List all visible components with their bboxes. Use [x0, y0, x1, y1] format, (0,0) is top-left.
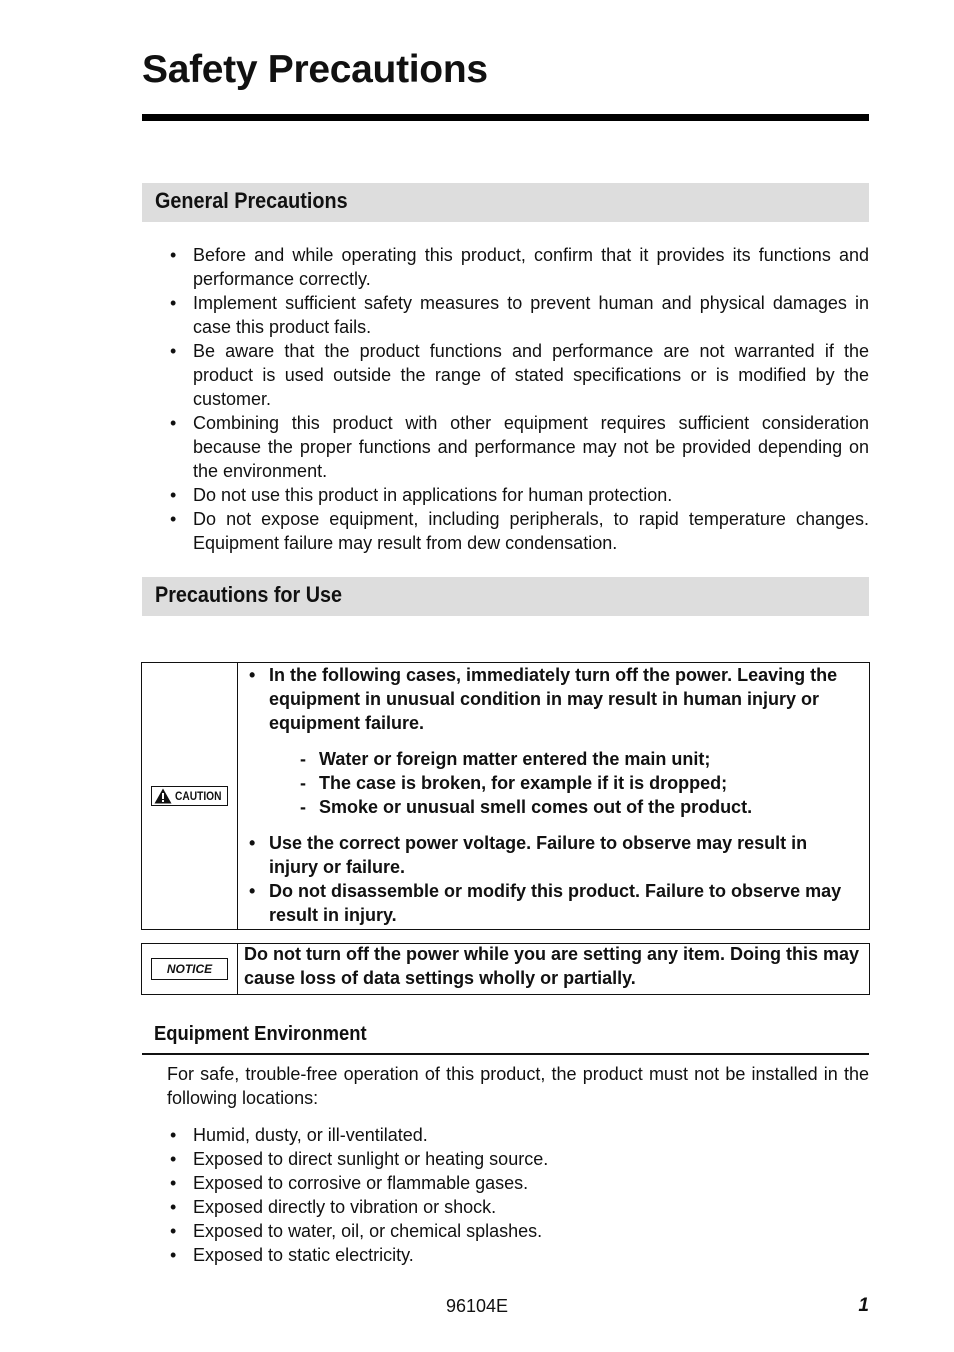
equipment-environment-heading-label: Equipment Environment [154, 1023, 367, 1045]
caution-item [244, 663, 849, 819]
list-item: • Be aware that the product functions and performance are not warranted if the product is used outside the range of stated specifications or is modified by the customer. [168, 339, 869, 411]
caution-badge [151, 786, 228, 806]
list-item: • Exposed to direct sunlight or heating source. [168, 1147, 869, 1171]
list-item: • Exposed directly to vibration or shock. [168, 1195, 869, 1219]
warning-triangle-icon [154, 788, 172, 804]
caution-sublist [269, 747, 849, 819]
list-item: • Before and while operating this product, confirm that it provides its functions and performance correctly. [168, 243, 869, 291]
caution-item: • Do not disassemble or modify this product. Failure to observe may result in injury. [244, 879, 849, 927]
list-item: • Do not use this product in applications for human protection. [168, 483, 869, 507]
section-heading-use [142, 577, 869, 616]
caution-subitem: - The case is broken, for example if it is dropped; [269, 771, 849, 795]
section-heading-use-label: Precautions for Use [155, 582, 343, 607]
document-code: 96104E [445, 1296, 509, 1316]
page-title: Safety Precautions [142, 48, 488, 91]
caution-item: • Use the correct power voltage. Failure to observe may result in injury or failure. [244, 831, 849, 879]
notice-badge: NOTICE [151, 958, 228, 980]
list-item: • Exposed to corrosive or flammable gases. [168, 1171, 869, 1195]
list-item: • Combining this product with other equipment requires sufficient consideration because the proper functions and performance may not be provided depending on the environment. [168, 411, 869, 483]
title-rule [142, 114, 869, 121]
notice-label-cell [142, 944, 238, 994]
notice-box [141, 943, 870, 995]
list-item: • Humid, dusty, or ill-ventilated. [168, 1123, 869, 1147]
list-item: • Exposed to static electricity. [168, 1243, 869, 1267]
caution-box [141, 662, 870, 930]
caution-list [244, 663, 849, 927]
notice-text: Do not turn off the power while you are setting any item. Doing this may cause loss of data settings wholly or partially. [244, 944, 860, 988]
caution-body [238, 663, 869, 929]
environment-intro: For safe, trouble-free operation of this product, the product must not be installed in the following locations: [167, 1064, 869, 1108]
list-item: • Exposed to water, oil, or chemical splashes. [168, 1219, 869, 1243]
page-number: 1 [858, 1295, 869, 1316]
caution-label: CAUTION [175, 789, 222, 803]
caution-item-text: In the following cases, immediately turn off the power. Leaving the equipment in unusual condition in may result in human injury or equipment failure. [269, 665, 838, 733]
section-heading-general [142, 183, 869, 222]
caution-subitem: - Smoke or unusual smell comes out of the product. [269, 795, 849, 819]
section-heading-general-label: General Precautions [155, 188, 348, 213]
general-precautions-list [168, 243, 869, 555]
sub-heading-rule [142, 1053, 869, 1055]
list-item: • Do not expose equipment, including peripherals, to rapid temperature changes. Equipment failure may result from dew condensation. [168, 507, 869, 555]
list-item: • Implement sufficient safety measures to prevent human and physical damages in case this product fails. [168, 291, 869, 339]
caution-label-cell [142, 663, 238, 929]
caution-subitem: - Water or foreign matter entered the main unit; [269, 747, 849, 771]
equipment-environment-heading [154, 1020, 385, 1048]
environment-list [168, 1123, 869, 1267]
